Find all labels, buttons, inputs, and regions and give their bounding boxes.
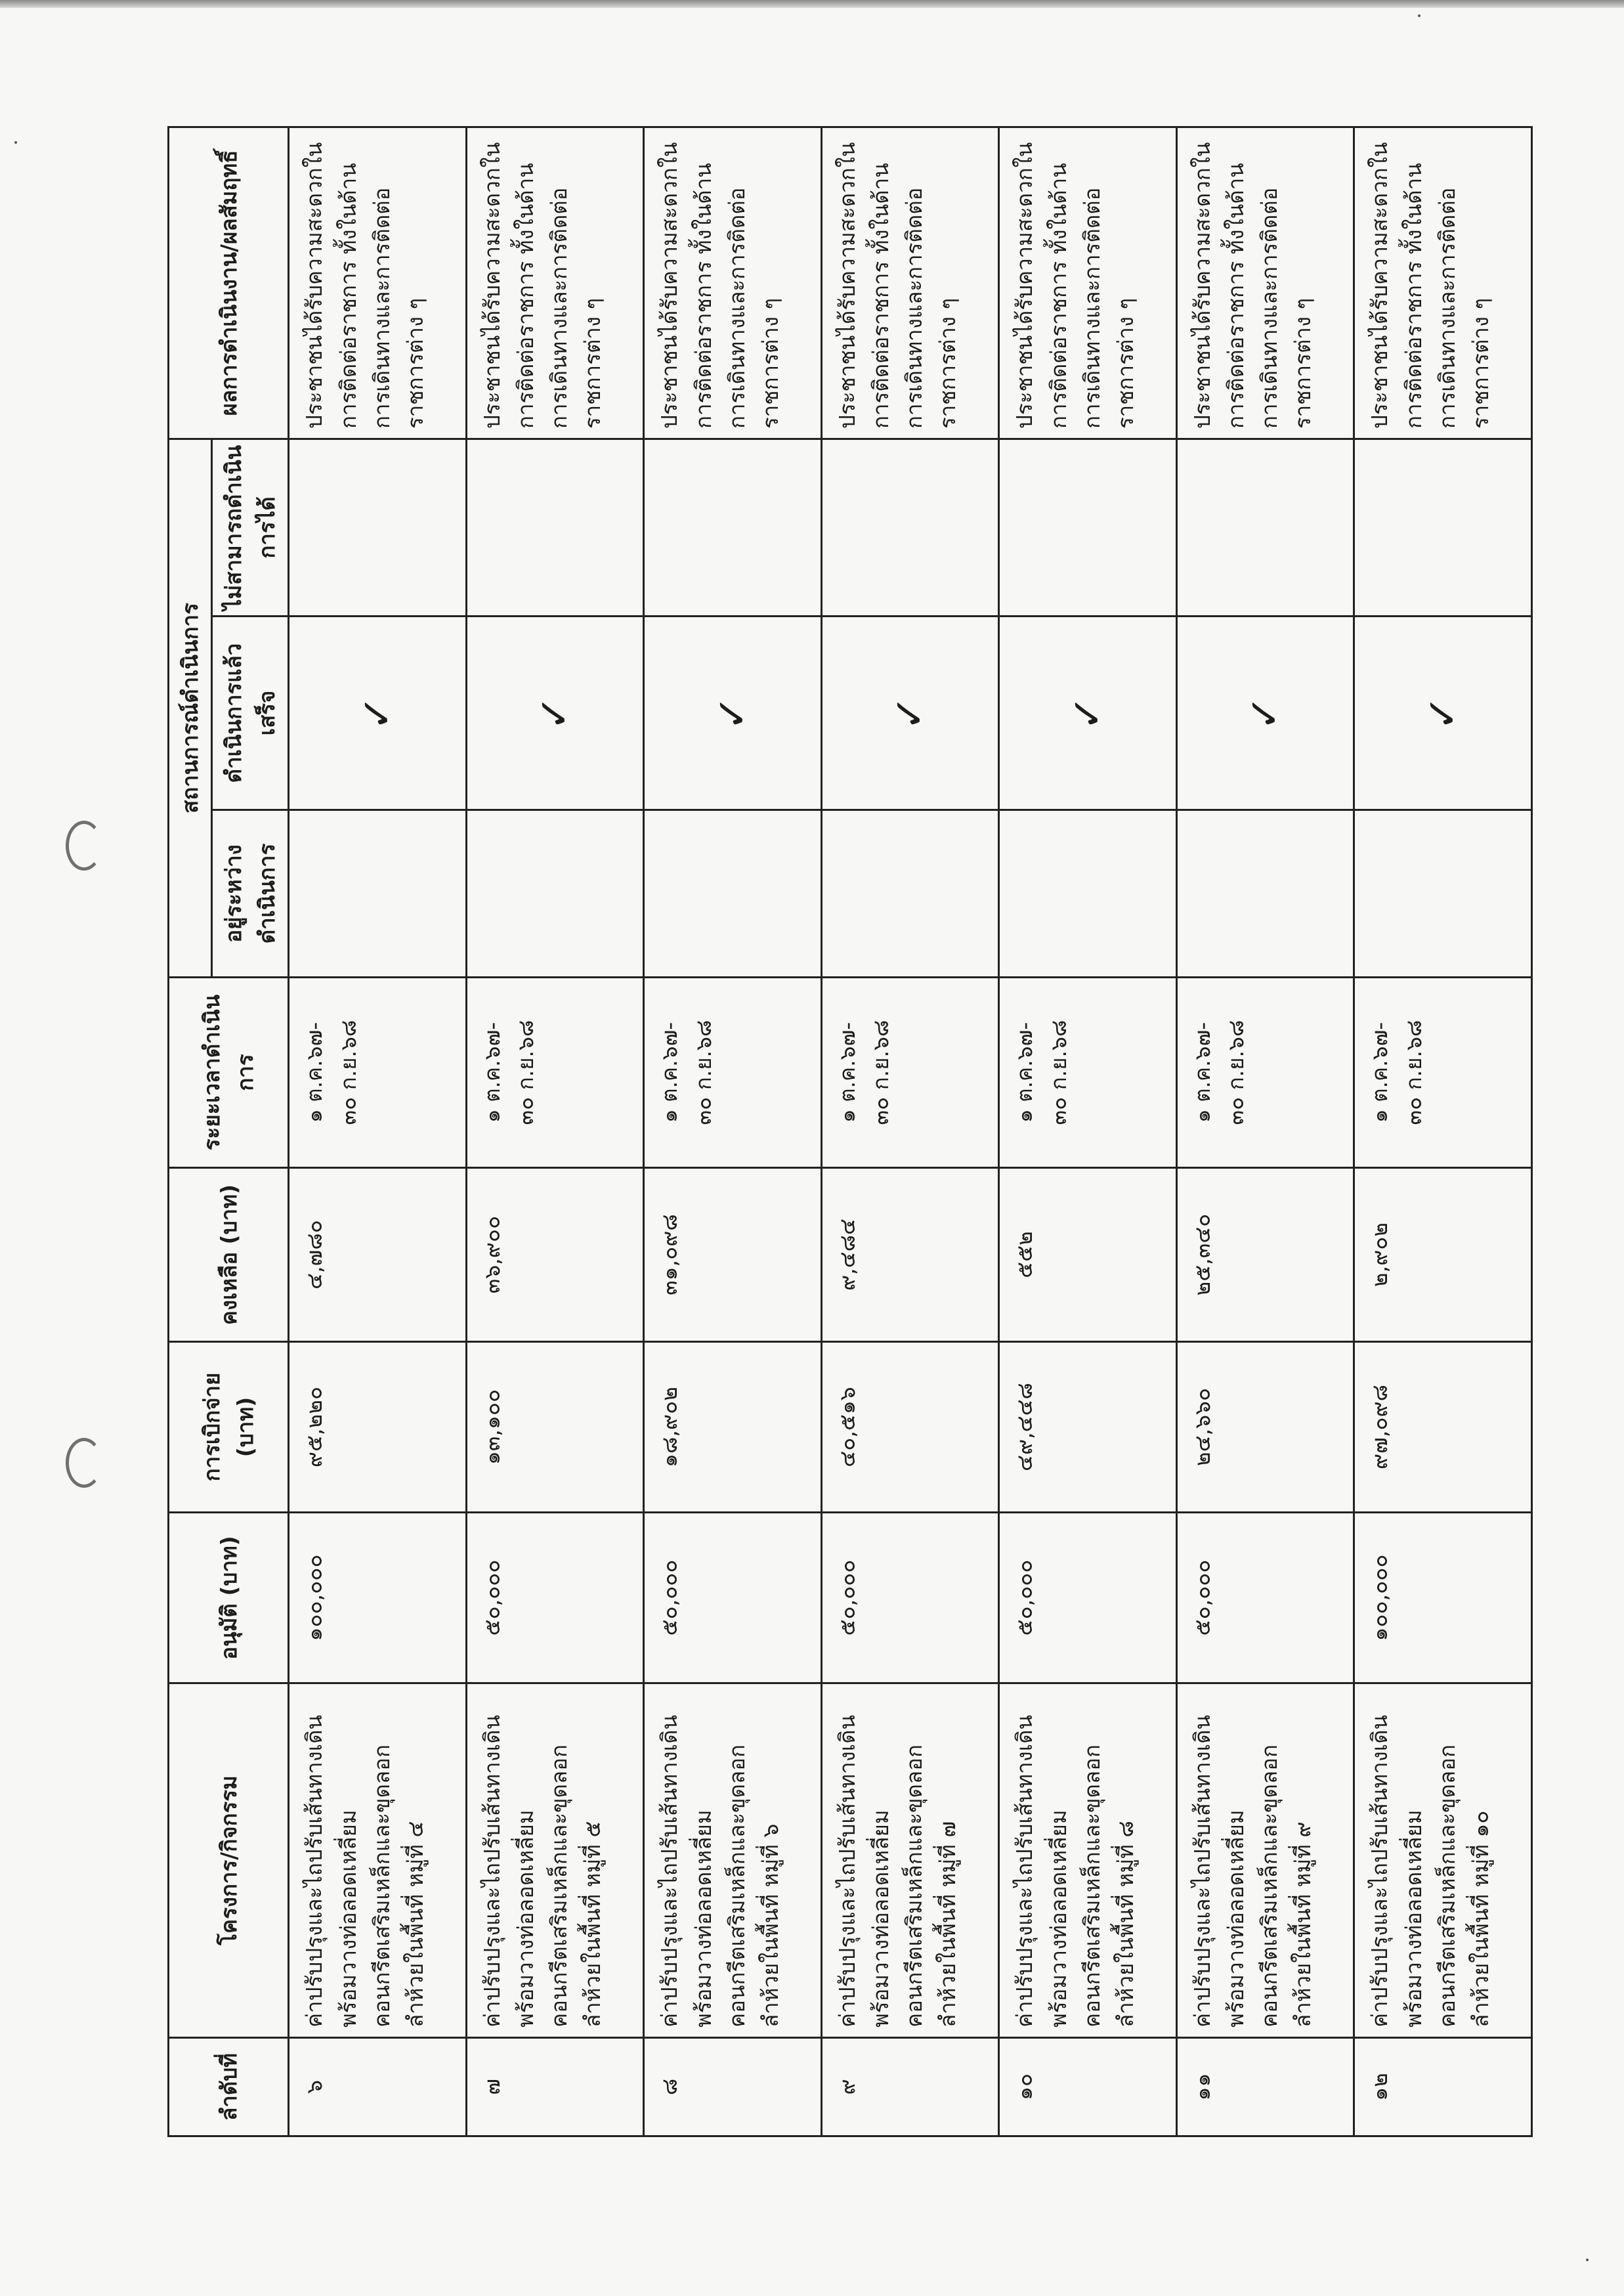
row-status-unable bbox=[644, 439, 822, 616]
row-approved: ๕๐,๐๐๐ bbox=[644, 1513, 822, 1683]
header-result: ผลการดำเนินงาน/ผลสัมฤทธิ์ bbox=[169, 127, 289, 439]
header-row-1 bbox=[169, 127, 212, 2136]
period-end: ๓๐ ก.ย.๖๘ bbox=[513, 1020, 539, 1125]
row-remaining: ๓๑,๐๙๘ bbox=[644, 1168, 822, 1342]
row-no: ๘ bbox=[644, 2038, 822, 2136]
table-row bbox=[1176, 127, 1354, 2136]
period-start: ๑ ต.ค.๖๗- bbox=[479, 1022, 505, 1123]
checkmark-icon: ✓ bbox=[821, 617, 999, 810]
row-approved: ๕๐,๐๐๐ bbox=[466, 1513, 644, 1683]
row-status-in-progress bbox=[1354, 810, 1532, 978]
checkmark-icon: ✓ bbox=[1176, 617, 1354, 810]
scan-top-edge bbox=[0, 0, 1624, 8]
table-row bbox=[466, 127, 644, 2136]
row-period bbox=[466, 978, 644, 1168]
row-status-unable bbox=[821, 439, 999, 616]
row-no: ๑๐ bbox=[999, 2038, 1177, 2136]
period-start: ๑ ต.ค.๖๗- bbox=[301, 1022, 328, 1123]
checkmark-icon: ✓ bbox=[644, 617, 822, 810]
row-remaining: ๒๕,๓๔๐ bbox=[1176, 1168, 1354, 1342]
table-row bbox=[821, 127, 999, 2136]
row-no: ๑๑ bbox=[1176, 2038, 1354, 2136]
row-spent: ๑๓,๑๐๐ bbox=[466, 1342, 644, 1513]
row-approved: ๑๐๐,๐๐๐ bbox=[1354, 1513, 1532, 1683]
period-start: ๑ ต.ค.๖๗- bbox=[1189, 1022, 1215, 1123]
row-status-unable bbox=[999, 439, 1177, 616]
row-spent: ๔๙,๔๔๘ bbox=[999, 1342, 1177, 1513]
header-status-unable: ไม่สามารถดำเนินการได้ bbox=[212, 439, 289, 616]
row-no: ๑๒ bbox=[1354, 2038, 1532, 2136]
period-start: ๑ ต.ค.๖๗- bbox=[656, 1022, 683, 1123]
row-spent: ๙๕,๒๒๐ bbox=[289, 1342, 467, 1513]
row-no: ๖ bbox=[289, 2038, 467, 2136]
punch-hole-lower bbox=[66, 1438, 102, 1488]
header-remaining: คงเหลือ (บาท) bbox=[169, 1168, 289, 1342]
row-approved: ๕๐,๐๐๐ bbox=[999, 1513, 1177, 1683]
row-spent: ๑๘,๙๐๒ bbox=[644, 1342, 822, 1513]
row-project: ค่าปรับปรุงและไถปรับเส้นทางเดินพร้อมวางท่อลอดเหลี่ยมคอนกรีตเสริมเหล็กและขุดลอกลำห้วยในพื้นที่ หมู่ที่ ๙ bbox=[1176, 1683, 1354, 2038]
row-no: ๗ bbox=[466, 2038, 644, 2136]
period-end: ๓๐ ก.ย.๖๘ bbox=[868, 1020, 894, 1125]
row-spent: ๒๔,๖๖๐ bbox=[1176, 1342, 1354, 1513]
row-approved: ๕๐,๐๐๐ bbox=[821, 1513, 999, 1683]
period-start: ๑ ต.ค.๖๗- bbox=[1367, 1022, 1393, 1123]
table-row bbox=[999, 127, 1177, 2136]
header-status: สถานการณ์ดำเนินการ bbox=[169, 439, 212, 977]
rotated-table-container bbox=[167, 128, 1533, 2137]
row-status-in-progress bbox=[289, 810, 467, 978]
header-status-done: ดำเนินการแล้วเสร็จ bbox=[212, 617, 289, 810]
row-period bbox=[821, 978, 999, 1168]
row-status-in-progress bbox=[466, 810, 644, 978]
row-result: ประชาชนได้รับความสะดวกในการติดต่อราชการ ทั้งในด้านการเดินทางและการติดต่อราชการต่าง ๆ bbox=[289, 127, 467, 439]
row-approved: ๕๐,๐๐๐ bbox=[1176, 1513, 1354, 1683]
row-status-in-progress bbox=[1176, 810, 1354, 978]
row-project: ค่าปรับปรุงและไถปรับเส้นทางเดินพร้อมวางท่อลอดเหลี่ยมคอนกรีตเสริมเหล็กและขุดลอกลำห้วยในพื้นที่ หมู่ที่ ๕ bbox=[466, 1683, 644, 2038]
row-status-in-progress bbox=[999, 810, 1177, 978]
row-period bbox=[1354, 978, 1532, 1168]
period-start: ๑ ต.ค.๖๗- bbox=[834, 1022, 860, 1123]
row-result: ประชาชนได้รับความสะดวกในการติดต่อราชการ ทั้งในด้านการเดินทางและการติดต่อราชการต่าง ๆ bbox=[1354, 127, 1532, 439]
scan-speck bbox=[1586, 2259, 1589, 2261]
row-result: ประชาชนได้รับความสะดวกในการติดต่อราชการ ทั้งในด้านการเดินทางและการติดต่อราชการต่าง ๆ bbox=[999, 127, 1177, 439]
row-result: ประชาชนได้รับความสะดวกในการติดต่อราชการ ทั้งในด้านการเดินทางและการติดต่อราชการต่าง ๆ bbox=[644, 127, 822, 439]
header-period: ระยะเวลาดำเนินการ bbox=[169, 978, 289, 1168]
row-period bbox=[644, 978, 822, 1168]
period-end: ๓๐ ก.ย.๖๘ bbox=[1045, 1020, 1071, 1125]
table-row bbox=[1354, 127, 1532, 2136]
header-approved: อนุมัติ (บาท) bbox=[169, 1513, 289, 1683]
row-project: ค่าปรับปรุงและไถปรับเส้นทางเดินพร้อมวางท่อลอดเหลี่ยมคอนกรีตเสริมเหล็กและขุดลอกลำห้วยในพื้นที่ หมู่ที่ ๔ bbox=[289, 1683, 467, 2038]
row-status-unable bbox=[1354, 439, 1532, 616]
row-status-unable bbox=[1176, 439, 1354, 616]
row-status-unable bbox=[289, 439, 467, 616]
row-remaining: ๙,๔๘๔ bbox=[821, 1168, 999, 1342]
header-no: ลำดับที่ bbox=[169, 2038, 289, 2136]
row-status-in-progress bbox=[821, 810, 999, 978]
row-project: ค่าปรับปรุงและไถปรับเส้นทางเดินพร้อมวางท่อลอดเหลี่ยมคอนกรีตเสริมเหล็กและขุดลอกลำห้วยในพื้นที่ หมู่ที่ ๑๐ bbox=[1354, 1683, 1532, 2038]
table-row bbox=[644, 127, 822, 2136]
row-spent: ๙๗,๐๙๘ bbox=[1354, 1342, 1532, 1513]
period-end: ๓๐ ก.ย.๖๘ bbox=[335, 1020, 361, 1125]
row-period bbox=[999, 978, 1177, 1168]
row-result: ประชาชนได้รับความสะดวกในการติดต่อราชการ ทั้งในด้านการเดินทางและการติดต่อราชการต่าง ๆ bbox=[1176, 127, 1354, 439]
row-remaining: ๔,๗๘๐ bbox=[289, 1168, 467, 1342]
period-end: ๓๐ ก.ย.๖๘ bbox=[1223, 1020, 1249, 1125]
row-remaining: ๓๖,๙๐๐ bbox=[466, 1168, 644, 1342]
row-period bbox=[1176, 978, 1354, 1168]
period-end: ๓๐ ก.ย.๖๘ bbox=[690, 1020, 716, 1125]
row-remaining: ๒,๙๐๒ bbox=[1354, 1168, 1532, 1342]
row-project: ค่าปรับปรุงและไถปรับเส้นทางเดินพร้อมวางท่อลอดเหลี่ยมคอนกรีตเสริมเหล็กและขุดลอกลำห้วยในพื้นที่ หมู่ที่ ๘ bbox=[999, 1683, 1177, 2038]
row-approved: ๑๐๐,๐๐๐ bbox=[289, 1513, 467, 1683]
row-project: ค่าปรับปรุงและไถปรับเส้นทางเดินพร้อมวางท่อลอดเหลี่ยมคอนกรีตเสริมเหล็กและขุดลอกลำห้วยในพื้นที่ หมู่ที่ ๗ bbox=[821, 1683, 999, 2038]
row-status-unable bbox=[466, 439, 644, 616]
row-project: ค่าปรับปรุงและไถปรับเส้นทางเดินพร้อมวางท่อลอดเหลี่ยมคอนกรีตเสริมเหล็กและขุดลอกลำห้วยในพื้นที่ หมู่ที่ ๖ bbox=[644, 1683, 822, 2038]
row-spent: ๔๐,๕๑๖ bbox=[821, 1342, 999, 1513]
scan-speck bbox=[14, 141, 17, 144]
checkmark-icon: ✓ bbox=[289, 617, 467, 810]
table-row bbox=[289, 127, 467, 2136]
row-period bbox=[289, 978, 467, 1168]
checkmark-icon: ✓ bbox=[466, 617, 644, 810]
header-project: โครงการ/กิจกรรม bbox=[169, 1683, 289, 2038]
row-result: ประชาชนได้รับความสะดวกในการติดต่อราชการ ทั้งในด้านการเดินทางและการติดต่อราชการต่าง ๆ bbox=[821, 127, 999, 439]
scan-speck bbox=[1418, 14, 1421, 17]
project-status-table bbox=[167, 126, 1533, 2137]
punch-hole-upper bbox=[66, 821, 102, 871]
row-no: ๙ bbox=[821, 2038, 999, 2136]
header-spent: การเบิกจ่าย (บาท) bbox=[169, 1342, 289, 1513]
period-end: ๓๐ ก.ย.๖๘ bbox=[1400, 1020, 1426, 1125]
row-result: ประชาชนได้รับความสะดวกในการติดต่อราชการ ทั้งในด้านการเดินทางและการติดต่อราชการต่าง ๆ bbox=[466, 127, 644, 439]
period-start: ๑ ต.ค.๖๗- bbox=[1012, 1022, 1038, 1123]
row-remaining: ๕๕๒ bbox=[999, 1168, 1177, 1342]
checkmark-icon: ✓ bbox=[1354, 617, 1532, 810]
row-status-in-progress bbox=[644, 810, 822, 978]
header-status-in-progress: อยู่ระหว่างดำเนินการ bbox=[212, 810, 289, 978]
checkmark-icon: ✓ bbox=[999, 617, 1177, 810]
